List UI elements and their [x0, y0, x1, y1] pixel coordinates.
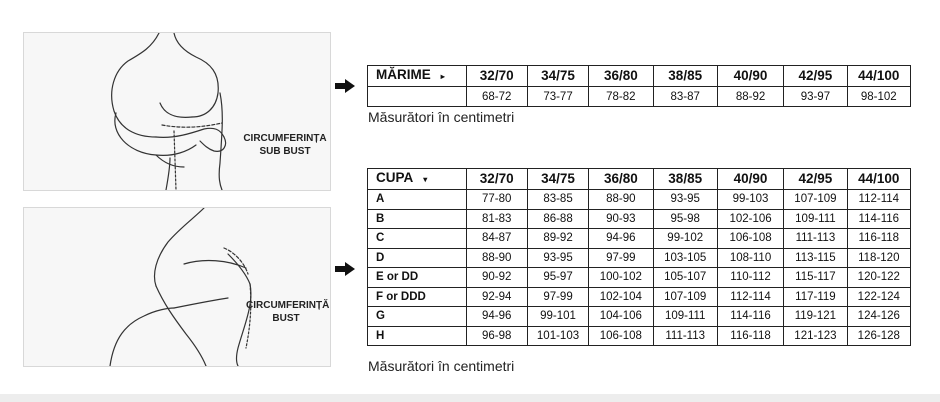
cup-label-cell: C [368, 229, 467, 249]
cup-value-cell: 116-118 [847, 229, 910, 249]
underbust-figure-drawing [24, 33, 330, 190]
size-range-cell: 68-72 [466, 87, 527, 107]
arrow-right-icon [335, 262, 355, 276]
cup-value-cell: 102-106 [717, 209, 783, 229]
cup-value-cell: 77-80 [466, 190, 527, 210]
caret-right-icon: ▸ [440, 72, 445, 81]
cup-value-cell: 114-116 [717, 307, 783, 327]
cup-header-cell: 34/75 [527, 169, 588, 190]
size-range-cell: 83-87 [653, 87, 717, 107]
cup-table-header-row [368, 169, 911, 190]
cup-value-cell: 116-118 [717, 326, 783, 346]
size-header-cell: 36/80 [589, 66, 653, 87]
cup-header-cell: 40/90 [717, 169, 783, 190]
size-header-cell: 42/95 [784, 66, 847, 87]
cup-value-cell: 81-83 [466, 209, 527, 229]
cup-value-cell: 112-114 [847, 190, 910, 210]
cup-row [368, 229, 911, 249]
cup-value-cell: 97-99 [527, 287, 588, 307]
cup-row [368, 287, 911, 307]
cup-label-cell: G [368, 307, 467, 327]
size-header-cell: 34/75 [527, 66, 588, 87]
cup-value-cell: 102-104 [589, 287, 653, 307]
arrow-right-icon [335, 79, 355, 93]
cup-value-cell: 118-120 [847, 248, 910, 268]
cup-row [368, 326, 911, 346]
cup-label-cell: E or DD [368, 268, 467, 288]
size-header-label: MĂRIME [376, 67, 431, 82]
size-range-cell: 88-92 [717, 87, 783, 107]
cup-value-cell: 101-103 [527, 326, 588, 346]
size-table-header-row [368, 66, 911, 87]
cup-row [368, 307, 911, 327]
size-header-cell [368, 66, 467, 87]
cup-value-cell: 105-107 [653, 268, 717, 288]
cup-value-cell: 92-94 [466, 287, 527, 307]
cup-value-cell: 124-126 [847, 307, 910, 327]
cup-value-cell: 107-109 [653, 287, 717, 307]
cup-value-cell: 99-101 [527, 307, 588, 327]
cup-header-cell: 36/80 [589, 169, 653, 190]
cup-value-cell: 109-111 [653, 307, 717, 327]
bottom-divider [0, 394, 940, 402]
cup-value-cell: 99-102 [653, 229, 717, 249]
cup-value-cell: 108-110 [717, 248, 783, 268]
cup-value-cell: 99-103 [717, 190, 783, 210]
cup-label-cell: B [368, 209, 467, 229]
size-header-cell: 44/100 [847, 66, 910, 87]
cup-label-cell: A [368, 190, 467, 210]
size-range-cell: 78-82 [589, 87, 653, 107]
cup-row [368, 209, 911, 229]
bust-figure-drawing [24, 208, 330, 366]
cup-value-cell: 120-122 [847, 268, 910, 288]
cup-header-label: CUPA [376, 170, 414, 185]
cup-value-cell: 89-92 [527, 229, 588, 249]
cup-value-cell: 86-88 [527, 209, 588, 229]
cup-value-cell: 106-108 [589, 326, 653, 346]
size-range-cell: 93-97 [784, 87, 847, 107]
cup-value-cell: 95-98 [653, 209, 717, 229]
bust-label [246, 299, 330, 325]
caret-down-icon: ▾ [423, 175, 428, 184]
cup-label-cell: F or DDD [368, 287, 467, 307]
size-range-row [368, 87, 911, 107]
cup-header-cell [368, 169, 467, 190]
cup-row [368, 268, 911, 288]
cup-value-cell: 112-114 [717, 287, 783, 307]
size-header-cell: 32/70 [466, 66, 527, 87]
cup-value-cell: 88-90 [589, 190, 653, 210]
cup-value-cell: 107-109 [784, 190, 847, 210]
cup-value-cell: 109-111 [784, 209, 847, 229]
underbust-label-line1: CIRCUMFERINȚA [243, 133, 327, 144]
cup-value-cell: 94-96 [589, 229, 653, 249]
cup-value-cell: 110-112 [717, 268, 783, 288]
measurement-note: Măsurători în centimetri [368, 358, 515, 374]
bust-label-line1: CIRCUMFERINȚĂ [246, 300, 330, 311]
cup-value-cell: 114-116 [847, 209, 910, 229]
cup-value-cell: 93-95 [527, 248, 588, 268]
underbust-illustration-panel [23, 32, 331, 191]
cup-value-cell: 96-98 [466, 326, 527, 346]
cup-value-cell: 83-85 [527, 190, 588, 210]
cup-value-cell: 117-119 [784, 287, 847, 307]
cup-value-cell: 93-95 [653, 190, 717, 210]
cup-header-cell: 44/100 [847, 169, 910, 190]
cup-value-cell: 111-113 [784, 229, 847, 249]
cup-header-cell: 38/85 [653, 169, 717, 190]
cup-table [367, 168, 911, 346]
cup-value-cell: 106-108 [717, 229, 783, 249]
cup-header-cell: 42/95 [784, 169, 847, 190]
cup-value-cell: 126-128 [847, 326, 910, 346]
cup-value-cell: 95-97 [527, 268, 588, 288]
bust-label-line2: BUST [272, 313, 300, 324]
cup-label-cell: H [368, 326, 467, 346]
underbust-label [243, 132, 327, 158]
cup-value-cell: 121-123 [784, 326, 847, 346]
cup-value-cell: 104-106 [589, 307, 653, 327]
cup-value-cell: 88-90 [466, 248, 527, 268]
cup-value-cell: 119-121 [784, 307, 847, 327]
size-table [367, 65, 911, 107]
size-header-cell: 38/85 [653, 66, 717, 87]
cup-value-cell: 113-115 [784, 248, 847, 268]
measurement-note: Măsurători în centimetri [368, 109, 515, 125]
cup-value-cell: 100-102 [589, 268, 653, 288]
cup-value-cell: 84-87 [466, 229, 527, 249]
cup-value-cell: 90-92 [466, 268, 527, 288]
cup-value-cell: 111-113 [653, 326, 717, 346]
cup-row [368, 248, 911, 268]
size-range-empty-cell [368, 87, 467, 107]
size-range-cell: 98-102 [847, 87, 910, 107]
cup-header-cell: 32/70 [466, 169, 527, 190]
cup-value-cell: 115-117 [784, 268, 847, 288]
size-range-cell: 73-77 [527, 87, 588, 107]
underbust-label-line2: SUB BUST [259, 146, 311, 157]
size-header-cell: 40/90 [717, 66, 783, 87]
cup-value-cell: 97-99 [589, 248, 653, 268]
cup-value-cell: 122-124 [847, 287, 910, 307]
bust-illustration-panel [23, 207, 331, 367]
cup-value-cell: 94-96 [466, 307, 527, 327]
cup-value-cell: 103-105 [653, 248, 717, 268]
cup-row [368, 190, 911, 210]
cup-label-cell: D [368, 248, 467, 268]
cup-value-cell: 90-93 [589, 209, 653, 229]
